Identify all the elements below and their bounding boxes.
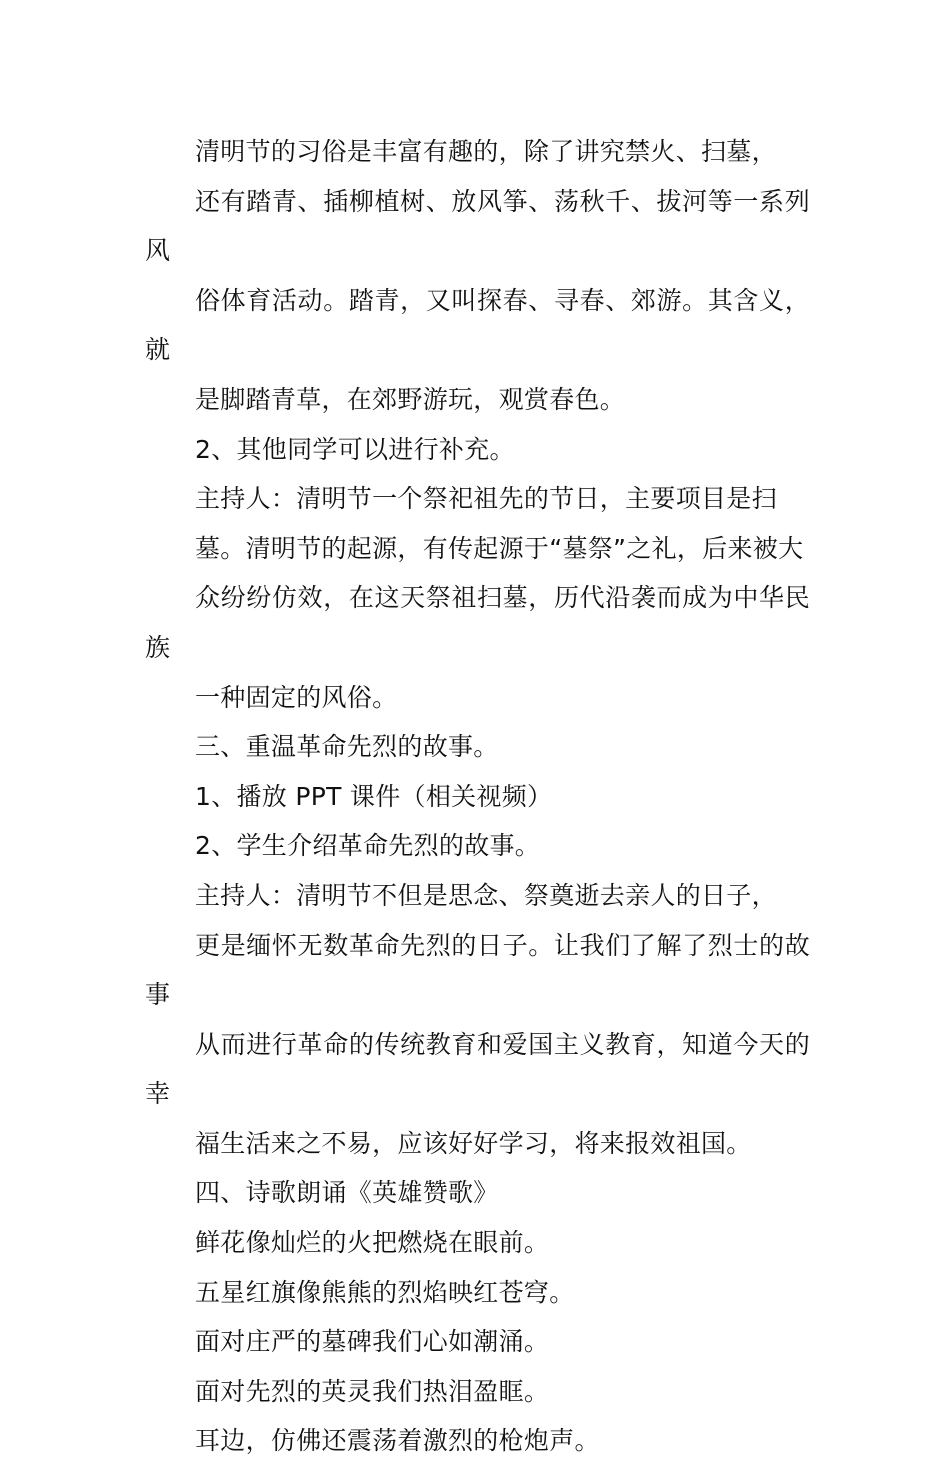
text-line: 四、诗歌朗诵《英雄赞歌》 bbox=[195, 1178, 499, 1208]
section-heading-revolutionary-stories bbox=[145, 722, 810, 772]
paragraph-classmates-supplement bbox=[145, 425, 810, 475]
text-line: 俗体育活动。踏青，又叫探春、寻春、郊游。其含义，就 bbox=[145, 285, 810, 365]
text-line: 三、重温革命先烈的故事。 bbox=[195, 732, 499, 762]
poem-line bbox=[145, 1367, 810, 1417]
paragraph-host-origin bbox=[145, 474, 810, 722]
poem-line bbox=[145, 1317, 810, 1367]
text-line: 1、播放 PPT 课件（相关视频） bbox=[195, 781, 553, 811]
text-line: 众纷纷仿效，在这天祭祖扫墓，历代沿袭而成为中华民族 bbox=[145, 583, 810, 662]
text-line: 五星红旗像熊熊的烈焰映红苍穹。 bbox=[195, 1277, 575, 1307]
text-line: 主持人：清明节不但是思念、祭奠逝去亲人的日子， bbox=[195, 880, 777, 910]
text-line: 2、学生介绍革命先烈的故事。 bbox=[195, 831, 541, 861]
text-line: 一种固定的风俗。 bbox=[195, 682, 398, 712]
text-line: 从而进行革命的传统教育和爱国主义教育，知道今天的幸 bbox=[145, 1029, 810, 1109]
paragraph-play-ppt bbox=[145, 772, 810, 822]
text-line: 面对先烈的英灵我们热泪盈眶。 bbox=[195, 1376, 550, 1406]
paragraph-qingming-customs bbox=[145, 127, 810, 425]
section-heading-poem-recital bbox=[145, 1168, 810, 1218]
text-line: 墓。清明节的起源，有传起源于“墓祭”之礼，后来被大 bbox=[195, 533, 804, 563]
text-line: 更是缅怀无数革命先烈的日子。让我们了解了烈士的故事 bbox=[145, 930, 810, 1010]
text-line: 耳边，仿佛还震荡着激烈的枪炮声。 bbox=[195, 1426, 600, 1456]
text-line: 福生活来之不易，应该好好学习，将来报效祖国。 bbox=[195, 1128, 752, 1158]
poem-line bbox=[145, 1268, 810, 1318]
text-line: 主持人：清明节一个祭祀祖先的节日，主要项目是扫 bbox=[195, 484, 777, 514]
text-line: 鲜花像灿烂的火把燃烧在眼前。 bbox=[195, 1228, 550, 1258]
text-line: 2、其他同学可以进行补充。 bbox=[195, 434, 515, 464]
text-line: 是脚踏青草，在郊野游玩，观赏春色。 bbox=[195, 384, 626, 414]
text-line: 面对庄严的墓碑我们心如潮涌。 bbox=[195, 1327, 550, 1357]
poem-line bbox=[145, 1218, 810, 1268]
paragraph-host-remembrance bbox=[145, 871, 810, 1169]
text-line: 清明节的习俗是丰富有趣的，除了讲究禁火、扫墓， bbox=[195, 137, 777, 166]
document-body bbox=[145, 127, 810, 1466]
paragraph-students-introduce bbox=[145, 821, 810, 871]
poem-line bbox=[145, 1416, 810, 1466]
text-line: 还有踏青、插柳植树、放风筝、荡秋千、拔河等一系列风 bbox=[145, 186, 810, 266]
